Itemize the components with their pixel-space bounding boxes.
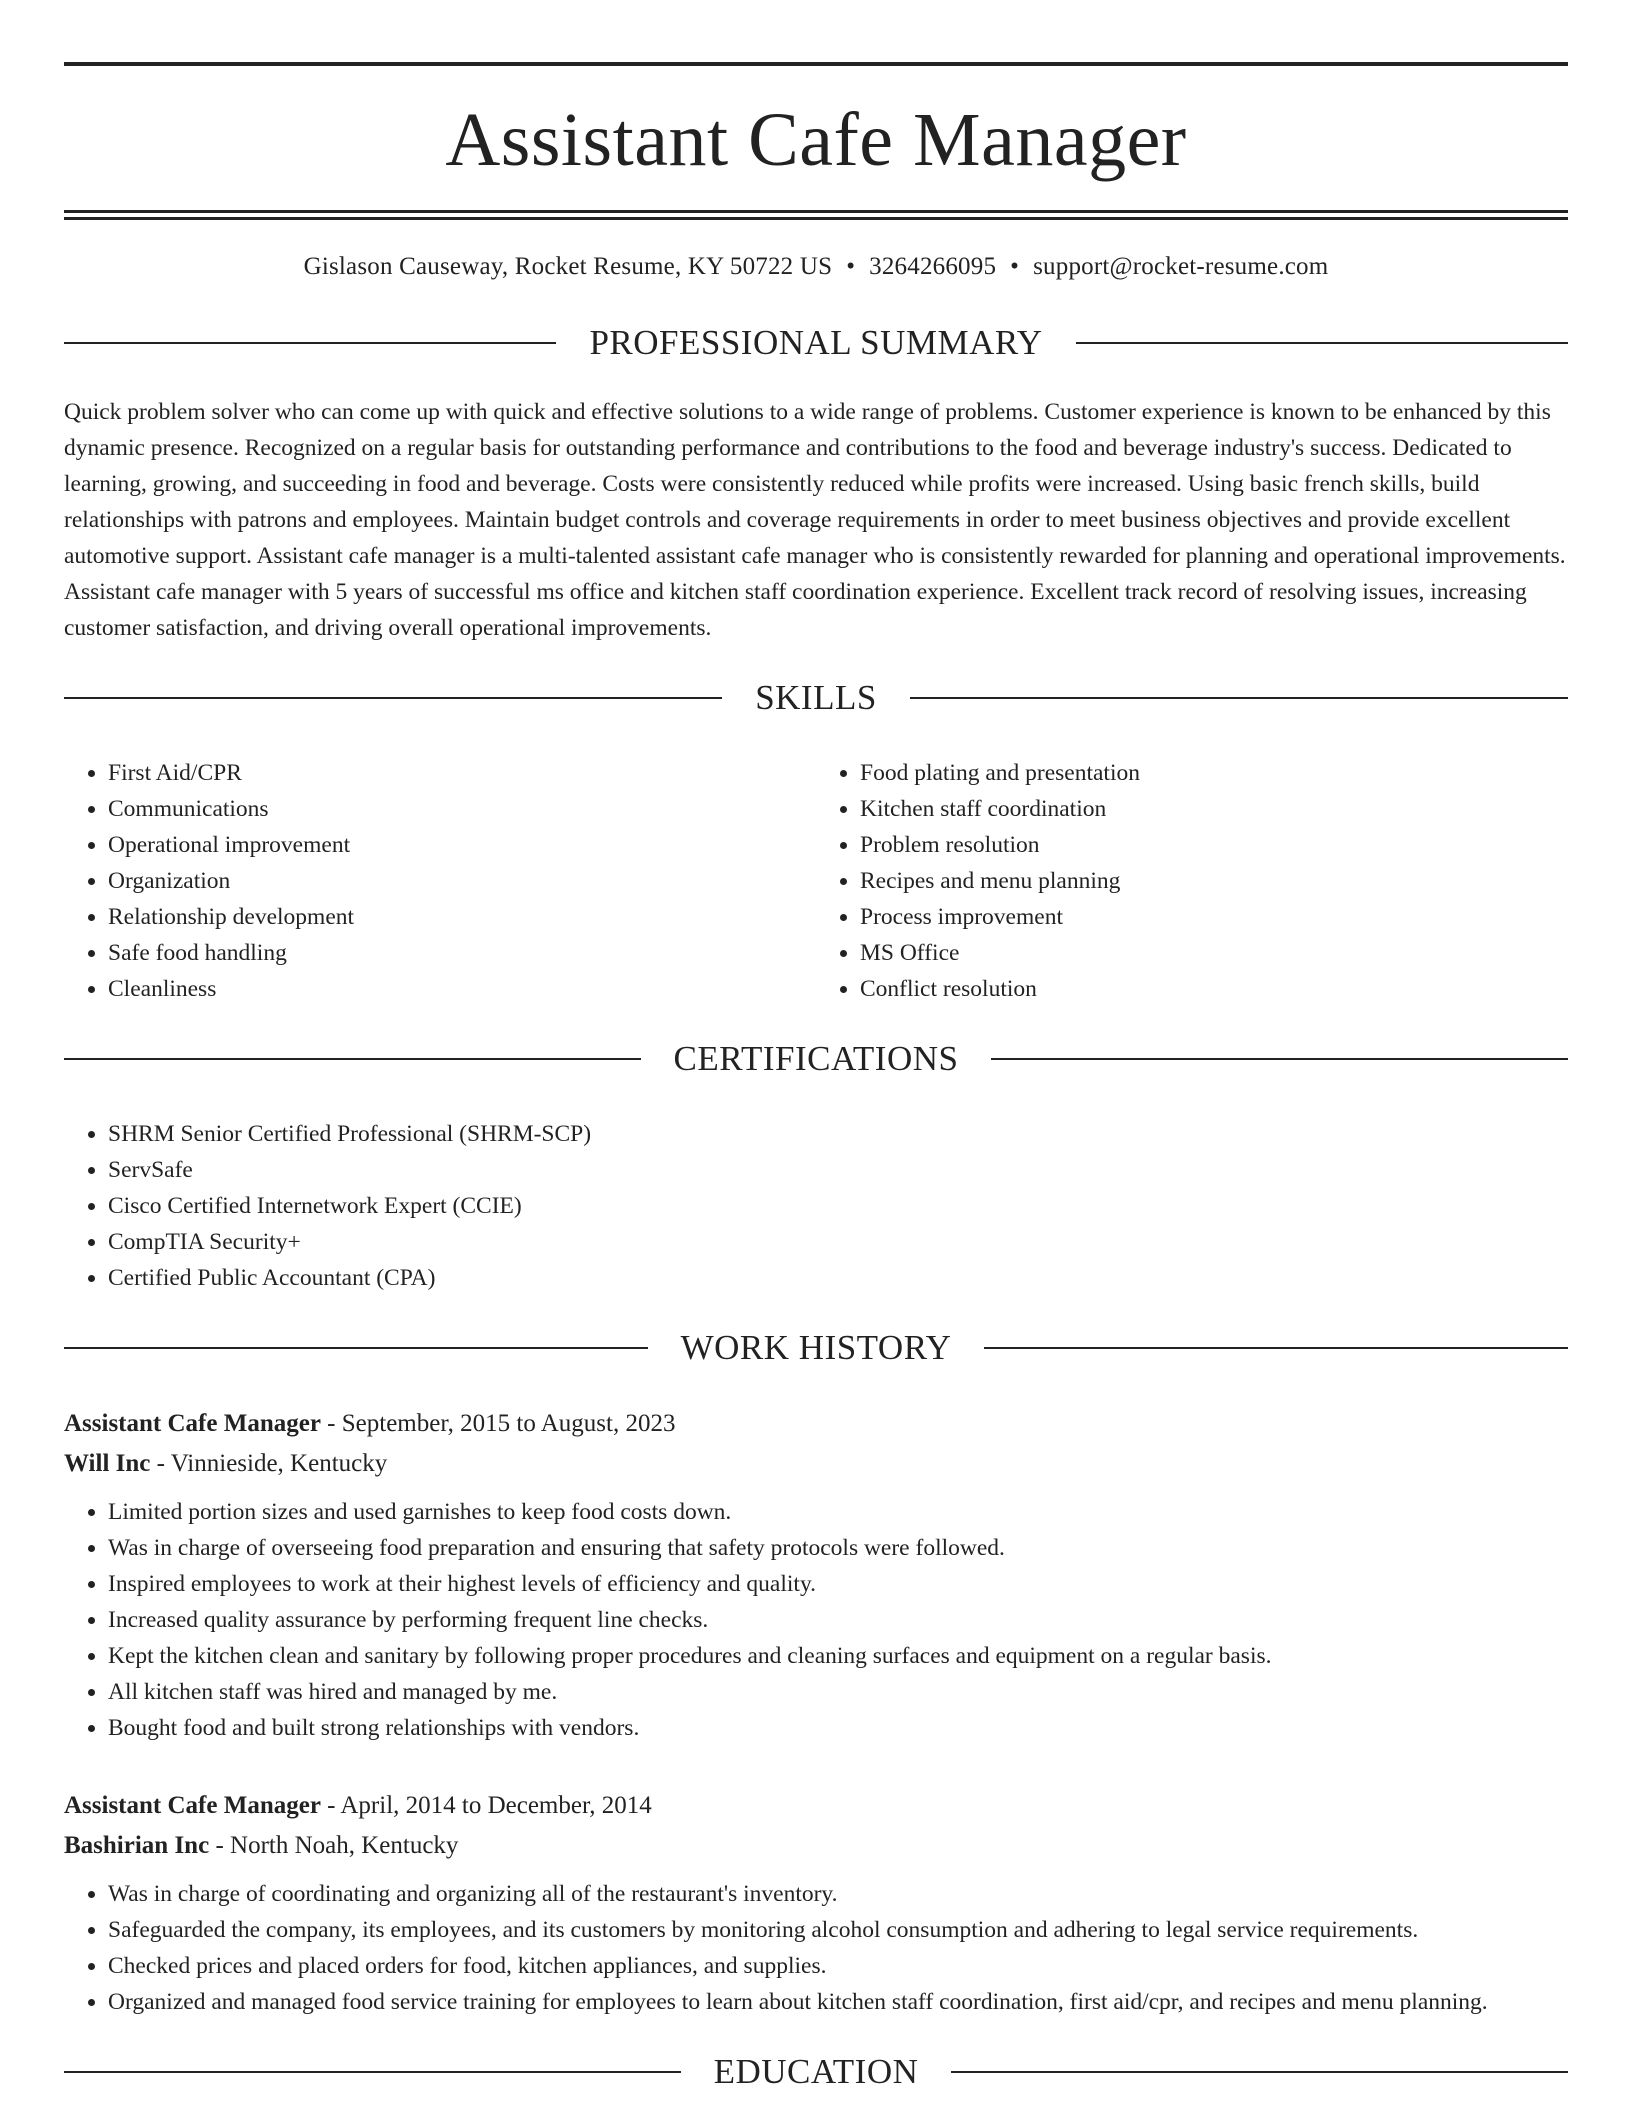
skills-list xyxy=(64,755,1568,1007)
section-title: PROFESSIONAL SUMMARY xyxy=(589,323,1043,362)
job-title-line xyxy=(64,1786,1568,1826)
title-double-rule xyxy=(64,210,1568,220)
heading-rule xyxy=(951,2071,1568,2073)
section-heading-education xyxy=(64,2054,1568,2089)
list-item: • Safe food handling xyxy=(108,935,816,971)
list-item: • Food plating and presentation xyxy=(860,755,1568,791)
list-item: • Inspired employees to work at their highest levels of efficiency and quality. xyxy=(108,1566,1568,1602)
section-title: EDUCATION xyxy=(713,2052,919,2091)
list-item: • Relationship development xyxy=(108,899,816,935)
list-item: • Recipes and menu planning xyxy=(860,863,1568,899)
resume-title: Assistant Cafe Manager xyxy=(445,98,1187,182)
list-item: • Increased quality assurance by performing frequent line checks. xyxy=(108,1602,1568,1638)
job-dates: - September, 2015 to August, 2023 xyxy=(320,1410,676,1437)
list-item: • Limited portion sizes and used garnishes to keep food costs down. xyxy=(108,1494,1568,1530)
job-entry xyxy=(64,1786,1568,2020)
job-location: - Vinnieside, Kentucky xyxy=(150,1450,388,1477)
list-item: • Certified Public Accountant (CPA) xyxy=(108,1260,1568,1296)
heading-rule xyxy=(64,1347,648,1349)
top-rule xyxy=(64,62,1568,66)
skills-column-left xyxy=(64,755,816,1007)
list-item: • SHRM Senior Certified Professional (SHRM-SCP) xyxy=(108,1116,1568,1152)
section-heading-skills xyxy=(64,680,1568,715)
list-item: • Cleanliness xyxy=(108,971,816,1007)
section-title: SKILLS xyxy=(755,678,877,717)
section-title: WORK HISTORY xyxy=(680,1328,952,1367)
list-item: • Organization xyxy=(108,863,816,899)
job-bullets xyxy=(64,1876,1568,2020)
job-company-line xyxy=(64,1826,1568,1866)
heading-rule xyxy=(1076,342,1568,344)
list-item: • ServSafe xyxy=(108,1152,1568,1188)
list-item: • Checked prices and placed orders for food, kitchen appliances, and supplies. xyxy=(108,1948,1568,1984)
heading-rule xyxy=(910,697,1568,699)
list-item: • Kitchen staff coordination xyxy=(860,791,1568,827)
list-item: • All kitchen staff was hired and managed by me. xyxy=(108,1674,1568,1710)
list-item: • First Aid/CPR xyxy=(108,755,816,791)
heading-rule xyxy=(984,1347,1568,1349)
list-item: • Was in charge of coordinating and organizing all of the restaurant's inventory. xyxy=(108,1876,1568,1912)
job-title: Assistant Cafe Manager xyxy=(64,1410,321,1437)
list-item: • Conflict resolution xyxy=(860,971,1568,1007)
contact-separator: • xyxy=(1010,253,1020,280)
contact-email[interactable]: support@rocket-resume.com xyxy=(1033,253,1329,280)
contact-address: Gislason Causeway, Rocket Resume, KY 50722 US xyxy=(303,253,833,280)
list-item: • Communications xyxy=(108,791,816,827)
skills-column-right xyxy=(816,755,1568,1007)
job-entry xyxy=(64,1404,1568,1746)
list-item: • Bought food and built strong relationships with vendors. xyxy=(108,1710,1568,1746)
job-bullets xyxy=(64,1494,1568,1746)
list-item: • Problem resolution xyxy=(860,827,1568,863)
contact-line xyxy=(64,253,1568,281)
heading-rule xyxy=(991,1058,1568,1060)
certifications-list xyxy=(64,1116,1568,1296)
job-company: Will Inc xyxy=(64,1450,151,1477)
list-item: • Kept the kitchen clean and sanitary by following proper procedures and cleaning surfaces and equipment on a regular basis. xyxy=(108,1638,1568,1674)
job-company-line xyxy=(64,1444,1568,1484)
list-item: • CompTIA Security+ xyxy=(108,1224,1568,1260)
job-title-line xyxy=(64,1404,1568,1444)
section-heading-certifications xyxy=(64,1041,1568,1076)
summary-paragraph: Quick problem solver who can come up with quick and effective solutions to a wide range of problems. Customer experience is known to be enhanced by this dynamic presence. Recognized on a regular basis for outstanding performance and contributions to the food and beverage industry's success. Dedicated to learning, growing, and succeeding in food and beverage. Costs were consistently reduced while profits were increased. Using basic french skills, build relationships with patrons and employees. Maintain budget controls and coverage requirements in order to meet business objectives and provide excellent automotive support. Assistant cafe manager is a multi-talented assistant cafe manager who is consistently rewarded for planning and operational improvements. Assistant cafe manager with 5 years of successful ms office and kitchen staff coordination experience. Excellent track record of resolving issues, increasing customer satisfaction, and driving overall operational improvements. xyxy=(64,399,1566,641)
list-item: • Process improvement xyxy=(860,899,1568,935)
contact-phone: 3264266095 xyxy=(869,253,997,280)
heading-rule xyxy=(64,342,556,344)
section-heading-work-history xyxy=(64,1330,1568,1365)
job-title: Assistant Cafe Manager xyxy=(64,1792,321,1819)
heading-rule xyxy=(64,2071,681,2073)
list-item: • Cisco Certified Internetwork Expert (CCIE) xyxy=(108,1188,1568,1224)
heading-rule xyxy=(64,1058,641,1060)
job-location: - North Noah, Kentucky xyxy=(209,1832,459,1859)
list-item: • Operational improvement xyxy=(108,827,816,863)
list-item: • Organized and managed food service training for employees to learn about kitchen staff coordination, first aid/cpr, and recipes and menu planning. xyxy=(108,1984,1568,2020)
heading-rule xyxy=(64,697,722,699)
list-item: • MS Office xyxy=(860,935,1568,971)
job-dates: - April, 2014 to December, 2014 xyxy=(320,1792,652,1819)
section-title: CERTIFICATIONS xyxy=(673,1039,959,1078)
list-item: • Was in charge of overseeing food preparation and ensuring that safety protocols were followed. xyxy=(108,1530,1568,1566)
contact-separator: • xyxy=(846,253,856,280)
job-company: Bashirian Inc xyxy=(64,1832,210,1859)
section-heading-summary xyxy=(64,325,1568,360)
list-item: • Safeguarded the company, its employees, and its customers by monitoring alcohol consumption and adhering to legal service requirements. xyxy=(108,1912,1568,1948)
